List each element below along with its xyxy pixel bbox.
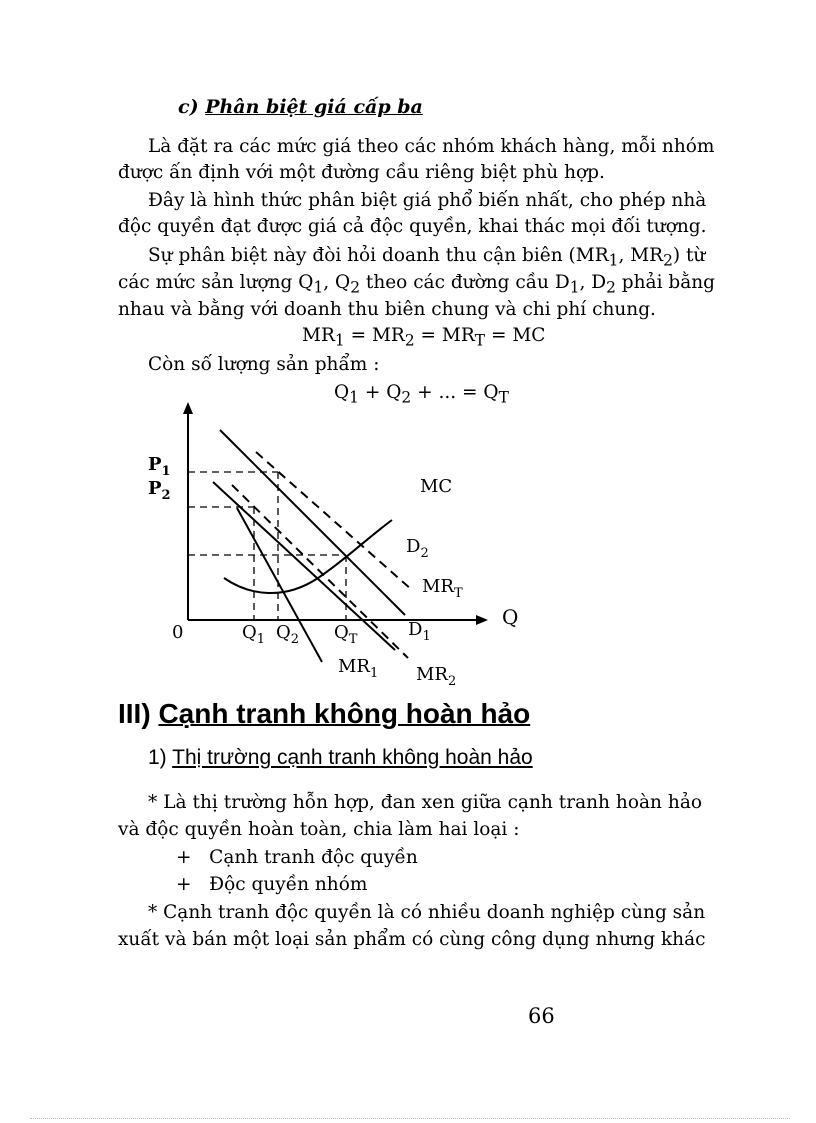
para3-line2: các mức sản lượng $Q_1$, $Q_2$ theo các đường cầu $D_1$, $D_2$ phải bằng <box>118 272 716 297</box>
para5-line1: * Là thị trường hỗn hợp, đan xen giữa cạnh tranh hoàn hảo <box>148 792 702 813</box>
list-item: + Cạnh tranh độc quyền <box>176 847 418 868</box>
formula-mr-equality: $MR_1 = MR_2 = MR_T$ = MC <box>302 325 546 350</box>
para1-line2: được ấn định với một đường cầu riêng biệt phù hợp. <box>118 162 605 183</box>
guide-lines <box>188 472 346 620</box>
demand-curve-d1 <box>220 430 405 615</box>
para3-line1: Sự phân biệt này đòi hỏi doanh thu cận biên ($MR_1$, $MR_2$) từ <box>148 245 706 270</box>
label-mr1: $MR_1$ <box>338 656 379 681</box>
para1-line1: Là đặt ra các mức giá theo các nhóm khách hàng, mỗi nhóm <box>148 136 715 157</box>
label-q-axis: Q <box>502 605 519 629</box>
x-axis-arrow <box>476 615 488 625</box>
para3-line3: nhau và bằng với doanh thu biên chung và chi phí chung. <box>118 299 656 320</box>
list-item: + Độc quyền nhóm <box>176 874 368 895</box>
section-heading-III: III) Cạnh tranh không hoàn hảo <box>118 698 531 729</box>
label-d2: $D_2$ <box>406 536 429 561</box>
label-qt: $Q_T$ <box>334 622 358 647</box>
subsection-title: Phân biệt giá cấp ba <box>205 96 423 118</box>
para4: Còn số lượng sản phẩm : <box>148 354 380 375</box>
page-number: 66 <box>528 1004 555 1028</box>
para6-line1: * Cạnh tranh độc quyền là có nhiều doanh nghiệp cùng sản <box>148 902 706 923</box>
formula-quantity-sum: $Q_1 + Q_2$ + ... = $Q_T$ <box>334 382 509 407</box>
label-q1: $Q_1$ <box>242 622 266 647</box>
label-q2: $Q_2$ <box>276 622 300 647</box>
mrt-curve <box>213 482 395 650</box>
para6-line2: xuất và bán một loại sản phẩm có cùng công dụng nhưng khác <box>118 929 706 950</box>
demand-curve-d2 <box>256 452 412 590</box>
bottom-divider <box>30 1118 790 1119</box>
label-p1: $P_1$ <box>148 454 171 479</box>
label-mrt: $MR_T$ <box>422 576 463 601</box>
para2-line2: độc quyền đạt được giá cả độc quyền, khai thác mọi đối tượng. <box>118 216 707 237</box>
label-origin: 0 <box>172 622 184 643</box>
para5-line2: và độc quyền hoàn toàn, chia làm hai loại : <box>118 819 520 840</box>
label-mc: MC <box>420 476 453 497</box>
subsection-number: c) <box>178 96 199 118</box>
y-axis-arrow <box>183 402 193 414</box>
label-mr2: $MR_2$ <box>416 664 457 689</box>
label-p2: $P_2$ <box>148 478 171 503</box>
label-d1: $D_1$ <box>408 619 431 644</box>
section-heading-1: 1) Thị trường cạnh tranh không hoàn hảo <box>148 746 533 769</box>
para2-line1: Đây là hình thức phân biệt giá phổ biến nhất, cho phép nhà <box>148 190 707 211</box>
